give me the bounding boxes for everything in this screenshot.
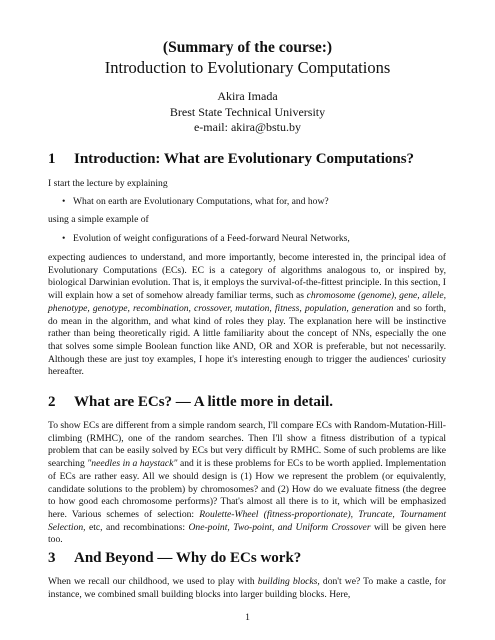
section-2-number: 2 [48,394,56,410]
author-affiliation: Brest State Technical University [169,104,326,119]
section-1-paragraph [48,252,446,379]
paper-title: Introduction to Evolutionary Computations [104,58,391,77]
section-2-heading [48,394,333,411]
section-1-bullet-1 [62,196,329,209]
section-2-selection: Roulette-Wheel (fitness-proportionate), Truncate, Tournament Selection, [48,508,446,533]
bullet-dot: • [62,196,66,207]
bullet-dot: • [62,233,66,244]
section-1-number: 1 [48,151,56,167]
section-2-paragraph [48,420,446,547]
section-3-p2: don't we? To make a castle, for instance, we combined small building blocks into larger building blocks. Here, [48,576,446,600]
section-3-paragraph [48,576,446,601]
author-email: e-mail: akira@bstu.by [193,120,302,134]
summary-label: (Summary of the course:) [162,39,333,56]
section-1-para-b: and so forth, do mean in the algorithm, and what kind of roles they play. The explanation here will be instinctive rather than being theoretically rigid. A little familiarity about the concept of NNs, especially the one that solves some simple Boolean function like AND, OR and XOR is preferable, but not necessarily. Although these are just toy examples, I hope it's interesting enough to trigger the audiences' curiosity hereafter. [48,302,446,378]
section-1-title: Introduction: What are Evolutionary Computations? [74,151,415,167]
section-1-bullet-1-text: What on earth are Evolutionary Computations, what for, and how? [73,196,329,207]
section-1-bullet-2 [62,233,350,246]
section-3-title: And Beyond — Why do ECs work? [74,550,302,566]
section-3-p1: When we recall our childhood, we used to play with [48,576,255,587]
section-1-bullet-2-text: Evolution of weight configurations of a Feed-forward Neural Networks, [73,233,350,244]
section-2-needles: "needles in a haystack" [87,458,178,470]
section-1-para-a: expecting audiences to understand, and more importantly, become interested in, the principal idea of Evolutionary Computations (ECs). EC is a category of algorithms analogous to, or inspired by, biological Darwinian evolution. That is, it employs the survival-of-the-fittest principle. In this section, I will explain how a set of somehow already familiar terms, such as [48,252,446,302]
section-2-title: What are ECs? — A little more in detail. [74,394,334,410]
page-number: 1 [245,612,250,623]
section-2-p4: will be given here too. [48,521,447,546]
section-3-blocks: building blocks, [257,576,320,587]
author-block [0,89,495,136]
section-1-mid: using a simple example of [48,214,149,225]
section-3-heading [48,550,301,567]
section-2-p1: To show ECs are different from a simple random search, I'll compare ECs with Random-Mutation-Hill-climbing (RMHC), one of the random searches. Then I'll show a fitness distribution of a typical problem that can be easily solved by ECs but very difficult by RMHC. Some of such problems are like searching [48,420,446,470]
author-name: Akira Imada [217,89,278,103]
section-1-terms: chromosome (genome), gene, allele, phenotype, genotype, recombination, crossover, mutation, fitness, population, generation [48,290,446,314]
section-2-recomb: One-point, Two-point, and Uniform Crossover [188,521,371,533]
section-1-heading [48,151,414,168]
section-3-number: 3 [48,550,56,566]
section-2-p3: etc, and recombinations: [88,521,186,533]
title-block [0,38,495,78]
section-2-p2: and it is these problems for ECs to be worth applied. Implementation of ECs are rather easy. All we should design is (1) How we represent the problem (or equivalently, candidate solutions to the problem) by chromosomes? and (2) How do we evaluate fitness (the degree to how good each chromosome performs)? That's almost all there is to it, which will be emphasized here. Various schemes of selection: [48,458,447,520]
section-1-intro: I start the lecture by explaining [48,178,168,189]
